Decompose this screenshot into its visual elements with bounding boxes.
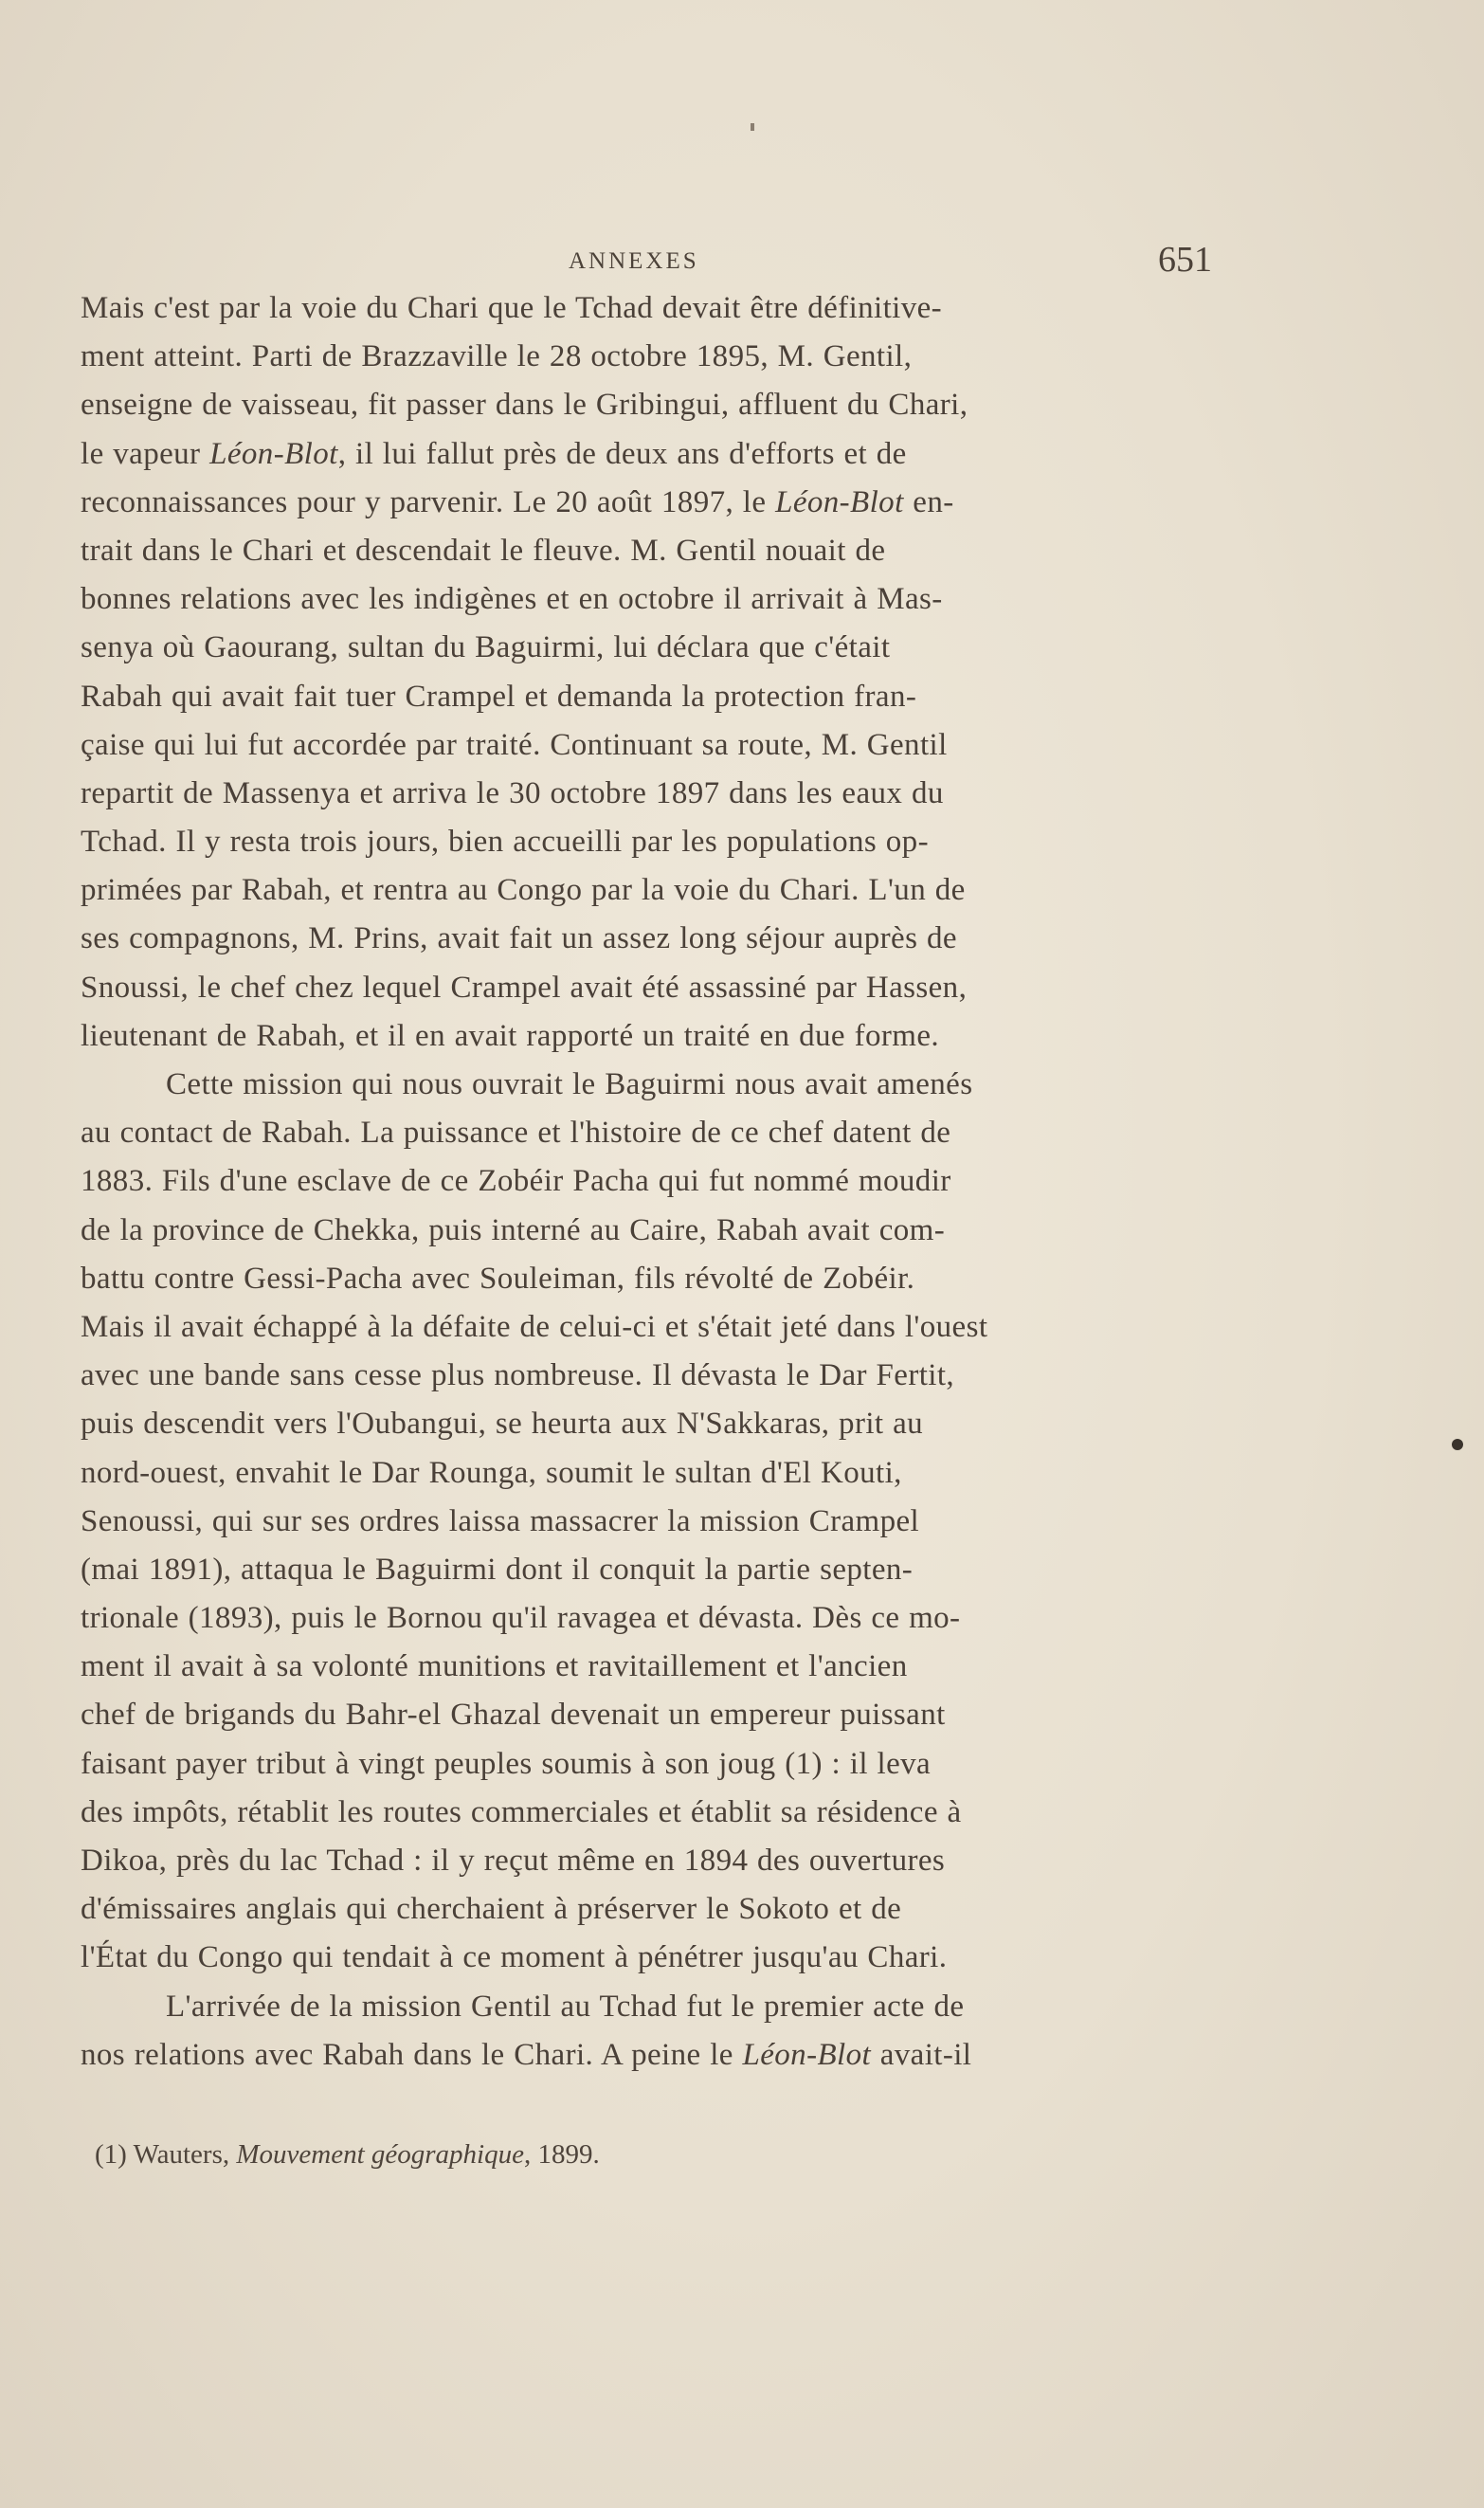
footnote-year: , 1899.	[523, 2139, 600, 2170]
text-run: avait-il	[871, 2037, 972, 2072]
footnote	[95, 2131, 1232, 2178]
text-line: au contact de Rabah. La puissance et l'histoire de ce chef datent de	[81, 1116, 951, 1151]
text-run: nos relations avec Rabah dans le Chari. A peine le	[81, 2037, 743, 2072]
text-line: Mais il avait échappé à la défaite de celui-ci et s'était jeté dans l'ouest	[81, 1309, 988, 1344]
italic-title: Léon-Blot	[209, 436, 338, 471]
text-line: Tchad. Il y resta trois jours, bien accueilli par les populations op-	[81, 825, 929, 860]
text-line	[81, 430, 1225, 479]
text-line: çaise qui lui fut accordée par traité. Continuant sa route, M. Gentil	[81, 727, 948, 762]
italic-title: Léon-Blot	[775, 484, 904, 519]
text-line	[81, 2031, 1225, 2080]
text-line: nord-ouest, envahit le Dar Rounga, soumit le sultan d'El Kouti,	[81, 1455, 902, 1490]
text-line: de la province de Chekka, puis interné au Caire, Rabah avait com-	[81, 1212, 946, 1247]
footnote-author: Wauters,	[133, 2139, 230, 2170]
text-line: Mais c'est par la voie du Chari que le Tchad devait être définitive-	[81, 291, 943, 325]
text-line: ment atteint. Parti de Brazzaville le 28 octobre 1895, M. Gentil,	[81, 339, 913, 374]
footnote-work: Mouvement géographique	[236, 2139, 524, 2170]
text-line: faisant payer tribut à vingt peuples soumis à son joug (1) : il leva	[81, 1746, 932, 1781]
text-run: le vapeur	[81, 436, 210, 471]
footnote-marker: (1)	[95, 2139, 127, 2170]
body-text	[81, 284, 1225, 2080]
text-line: des impôts, rétablit les routes commerciales et établit sa résidence à	[81, 1794, 962, 1829]
text-line: chef de brigands du Bahr-el Ghazal devenait un empereur puissant	[81, 1698, 946, 1733]
text-line: ment il avait à sa volonté munitions et ravitaillement et l'ancien	[81, 1649, 908, 1684]
text-line: d'émissaires anglais qui cherchaient à préserver le Sokoto et de	[81, 1892, 902, 1927]
text-line: avec une bande sans cesse plus nombreuse. Il dévasta le Dar Fertit,	[81, 1358, 955, 1393]
text-line: ses compagnons, M. Prins, avait fait un assez long séjour auprès de	[81, 921, 957, 956]
text-line: Dikoa, près du lac Tchad : il y reçut même en 1894 des ouvertures	[81, 1844, 946, 1878]
margin-ink-dot	[1452, 1439, 1463, 1450]
text-run: , il lui fallut près de deux ans d'efforts et de	[337, 436, 907, 471]
text-line: repartit de Massenya et arriva le 30 octobre 1897 dans les eaux du	[81, 775, 944, 810]
text-line: 1883. Fils d'une esclave de ce Zobéir Pacha qui fut nommé moudir	[81, 1164, 951, 1199]
text-run: reconnaissances pour y parvenir. Le 20 août 1897, le	[81, 484, 776, 519]
text-line: Cette mission qui nous ouvrait le Baguirmi nous avait amenés	[166, 1067, 973, 1101]
text-line: senya où Gaourang, sultan du Baguirmi, lui déclara que c'était	[81, 630, 891, 665]
text-line: lieutenant de Rabah, et il en avait rapporté un traité en due forme.	[81, 1018, 940, 1053]
text-line: Rabah qui avait fait tuer Crampel et demanda la protection fran-	[81, 679, 917, 714]
text-line: trait dans le Chari et descendait le fleuve. M. Gentil nouait de	[81, 533, 886, 568]
italic-title: Léon-Blot	[742, 2037, 872, 2072]
text-line: primées par Rabah, et rentra au Congo par la voie du Chari. L'un de	[81, 873, 966, 908]
text-line: battu contre Gessi-Pacha avec Souleiman, fils révolté de Zobéir.	[81, 1261, 915, 1296]
text-line: bonnes relations avec les indigènes et en octobre il arrivait à Mas-	[81, 582, 943, 617]
text-line	[81, 479, 1225, 527]
text-line: enseigne de vaisseau, fit passer dans le Gribingui, affluent du Chari,	[81, 388, 968, 423]
text-line: puis descendit vers l'Oubangui, se heurta aux N'Sakkaras, prit au	[81, 1407, 924, 1442]
page-number: 651	[1158, 240, 1212, 280]
text-line: Senoussi, qui sur ses ordres laissa massacrer la mission Crampel	[81, 1503, 920, 1538]
text-line: Snoussi, le chef chez lequel Crampel avait été assassiné par Hassen,	[81, 970, 968, 1005]
text-line: (mai 1891), attaqua le Baguirmi dont il conquit la partie septen-	[81, 1552, 914, 1587]
text-line: L'arrivée de la mission Gentil au Tchad fut le premier acte de	[166, 1989, 965, 2024]
text-line: trionale (1893), puis le Bornou qu'il ravagea et dévasta. Dès ce mo-	[81, 1601, 961, 1636]
text-run: en-	[903, 484, 954, 519]
running-head: ANNEXES	[569, 248, 699, 274]
paper-blemish	[751, 123, 754, 131]
text-line: l'État du Congo qui tendait à ce moment à pénétrer jusqu'au Chari.	[81, 1940, 948, 1975]
